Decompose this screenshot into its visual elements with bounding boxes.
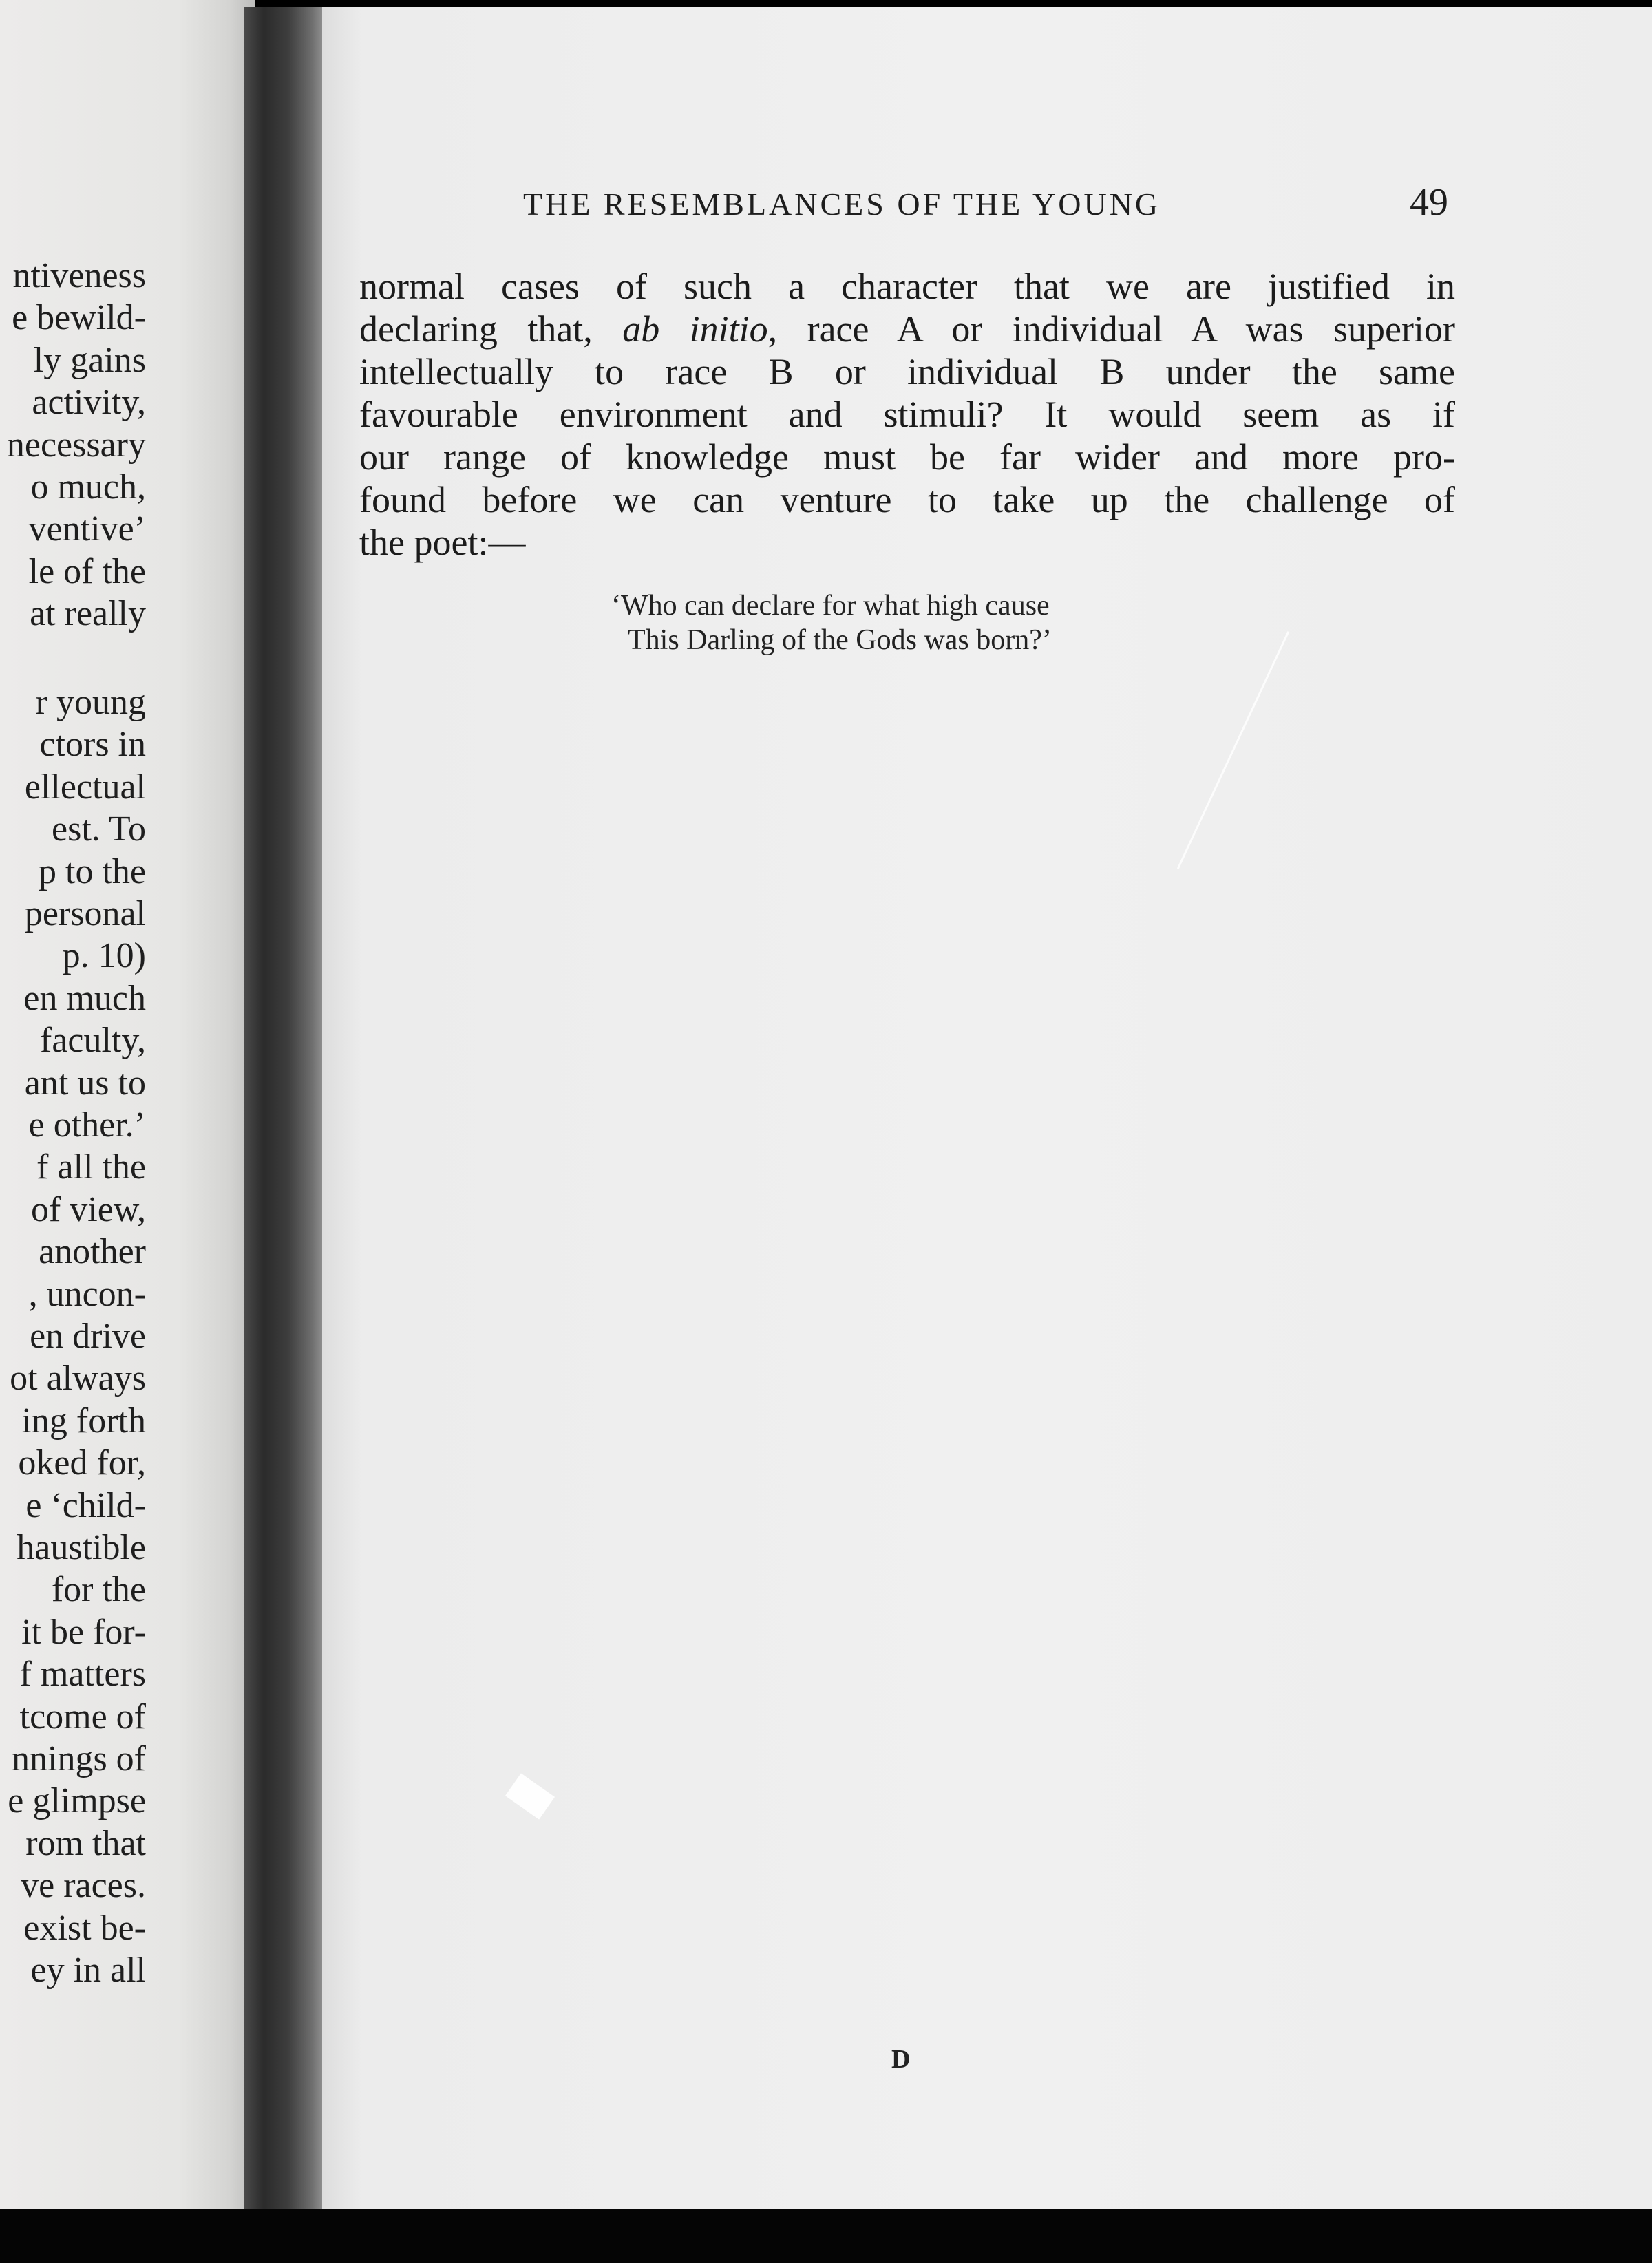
previous-page-line: necessary [6, 425, 146, 465]
scan-border [0, 2209, 1652, 2263]
quote-line-1: ‘Who can declare for what high cause [611, 590, 1050, 621]
previous-page-line: nnings of [12, 1739, 146, 1778]
body-line-2-end: , race A or individual A was superior [767, 308, 1455, 350]
previous-page-line: o much, [30, 467, 146, 507]
quote-line-2: This Darling of the Gods was born?’ [628, 624, 1052, 656]
previous-page-line: for the [51, 1570, 146, 1610]
previous-page-line: of view, [30, 1189, 146, 1229]
previous-page-line: en much [23, 978, 146, 1018]
body-line-6: found before we can venture to take up the challenge of [359, 479, 1455, 520]
body-line-7: the poet:— [359, 522, 526, 563]
previous-page-line: ot always [10, 1359, 146, 1399]
previous-page-line: ve races. [21, 1866, 146, 1906]
previous-page-line: p. 10) [62, 936, 146, 976]
body-line-3: intellectually to race B or individual B under the same [359, 351, 1455, 392]
previous-page-line: tcome of [19, 1697, 146, 1736]
previous-page-line: another [39, 1232, 146, 1272]
previous-page-line: est. To [52, 809, 146, 849]
previous-page-line: e ‘child- [25, 1485, 146, 1525]
previous-page-line: ntiveness [12, 256, 146, 295]
previous-page-line: haustible [17, 1528, 146, 1567]
previous-page-line: ellectual [24, 767, 146, 807]
previous-page-line: , uncon- [28, 1274, 146, 1314]
previous-page-line: r young [35, 683, 146, 722]
previous-page-line: en drive [30, 1317, 146, 1356]
previous-page-line: p to the [39, 851, 146, 891]
running-head: THE RESEMBLANCES OF THE YOUNG [523, 187, 1161, 222]
previous-page-line: faculty, [40, 1021, 146, 1061]
previous-page-line: ctors in [39, 725, 146, 765]
previous-page-line: it be for- [21, 1612, 146, 1652]
previous-page-fragment [0, 0, 255, 2209]
body-line-4: favourable environment and stimuli? It would seem as if [359, 394, 1455, 435]
page-number: 49 [1410, 181, 1448, 224]
previous-page-line: e glimpse [8, 1781, 146, 1821]
previous-page-line: e other.’ [28, 1105, 146, 1145]
previous-page-line: ing forth [21, 1401, 146, 1441]
body-line-1: normal cases of such a character that we are justified in [359, 266, 1455, 307]
previous-page-line: exist be- [23, 1908, 146, 1948]
body-line-2-start: declaring that, [359, 308, 623, 350]
previous-page-line: personal [24, 894, 146, 933]
previous-page-line: f all the [36, 1147, 146, 1187]
signature-mark: D [891, 2045, 911, 2074]
latin-phrase: ab initio [622, 308, 768, 350]
previous-page-line: activity, [32, 383, 146, 423]
previous-page-line: ventive’ [28, 509, 146, 549]
previous-page-line: ant us to [24, 1063, 146, 1103]
previous-page-line: oked for, [18, 1443, 146, 1483]
previous-page-line: ey in all [30, 1951, 146, 1990]
previous-page-line: ly gains [33, 340, 146, 380]
previous-page-line: at really [30, 594, 146, 634]
previous-page-line: f matters [19, 1655, 146, 1694]
previous-page-line: e bewild- [12, 298, 146, 338]
previous-page-line: rom that [25, 1823, 146, 1863]
previous-page-line: le of the [28, 551, 146, 591]
body-line-5: our range of knowledge must be far wider and more pro- [359, 436, 1455, 478]
body-line-2 [359, 308, 1455, 350]
